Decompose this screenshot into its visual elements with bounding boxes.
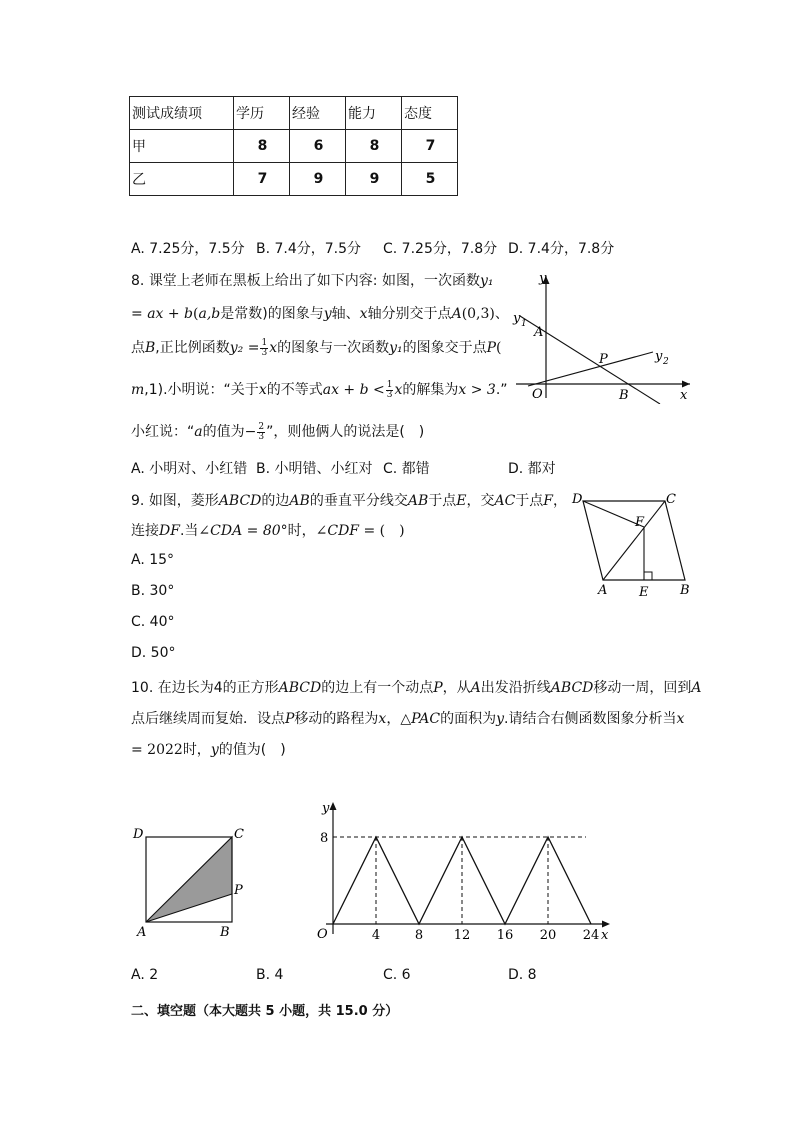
chart-x-tick-label: 16 [496, 928, 514, 943]
q8-line-3 [131, 337, 502, 358]
q10-line-1 [131, 677, 702, 697]
fig8-y1-sub: 1 [521, 319, 527, 329]
table-header-cell: 能力 [346, 97, 402, 130]
fig10-point-a: A [137, 925, 147, 940]
math-ab: a,b [198, 306, 221, 322]
math-y: y [323, 306, 332, 322]
q10-text: 出发沿折线 [480, 680, 551, 696]
q10-text: 时， [182, 742, 211, 758]
q10-text: 移动的路程为 [294, 711, 379, 727]
q10-option-d: D. 8 [508, 967, 537, 983]
table-cell: 7 [402, 130, 458, 163]
q7-option-b: B. 7.4分，7.5分 [256, 241, 362, 257]
q8-option-d: D. 都对 [508, 461, 556, 477]
math-a: A [691, 680, 702, 696]
q9-text: 时， [287, 523, 316, 539]
q8-option-b: B. 小明错、小红对 [256, 461, 373, 477]
fig8-point-p: P [599, 352, 608, 367]
chart-origin-label: O [317, 927, 328, 942]
q10-zigzag-chart [308, 796, 618, 946]
chart-x-label: x [601, 928, 609, 943]
math-x: x [394, 382, 403, 398]
table-cell: 6 [290, 130, 346, 163]
chart-x-tick-label: 8 [414, 928, 424, 943]
q10-text: ，△ [386, 711, 412, 727]
chart-y-axis-arrow-icon [330, 802, 337, 810]
q9-option-d: D. 50° [131, 645, 176, 661]
fig8-y2-label: y [655, 349, 663, 364]
table-header-row [130, 97, 458, 130]
q8-text: 小红说：“ [131, 424, 195, 440]
q9-text: 如图，菱形 [148, 493, 219, 509]
q7-option-c: C. 7.25分，7.8分 [383, 241, 498, 257]
table-row [130, 130, 458, 163]
fig9-point-f: F [635, 515, 645, 530]
fraction-two-thirds [257, 423, 265, 442]
fig8-y2-sub: 2 [663, 357, 669, 367]
math-y1: y₁ [389, 340, 403, 356]
math-p: P [433, 680, 443, 696]
q9-text: ， [553, 493, 568, 509]
math-p: P [486, 340, 497, 356]
math-abcd: ABCD [218, 493, 262, 509]
q8-number: 8. [131, 273, 145, 289]
math-p: P [285, 711, 295, 727]
x-axis-arrow-icon [682, 381, 690, 388]
table-row-label: 甲 [130, 130, 234, 163]
chart-y-label: y [322, 801, 330, 816]
fig8-origin-label: O [532, 387, 543, 402]
fig10-point-p: P [234, 883, 243, 898]
table-cell: 8 [346, 130, 402, 163]
q10-square-figure [128, 822, 253, 942]
math-value: = 2022 [131, 742, 183, 758]
q9-figure [565, 488, 697, 600]
table-cell: 9 [290, 163, 346, 196]
q8-line-2 [131, 303, 509, 323]
q8-text: 是常数)的图象与 [220, 306, 324, 322]
math-b: B [145, 340, 156, 356]
q8-option-a: A. 小明对、小红错 [131, 461, 248, 477]
q10-option-b: B. 4 [256, 967, 284, 983]
fig9-point-b: B [680, 583, 690, 598]
frac-num: 1 [386, 379, 393, 390]
q10-text: 的值为( ) [218, 742, 286, 758]
q10-text: 移动一周，回到 [593, 680, 692, 696]
fig8-point-a: A [534, 325, 544, 340]
math-ab: AB [407, 493, 429, 509]
q9-option-b: B. 30° [131, 583, 175, 599]
math-angle-cda: ∠CDA = 80° [198, 523, 288, 539]
math-solution: x > 3 [458, 382, 496, 398]
fig8-y1-label: y [513, 311, 521, 326]
q8-text: 课堂上老师在黑板上给出了如下内容: 如图，一次函数 [148, 273, 480, 289]
table-row [130, 163, 458, 196]
chart-x-tick-label: 4 [371, 928, 381, 943]
q8-text: ”，则他俩人的说法是( ) [266, 424, 425, 440]
fraction-one-third [386, 381, 394, 400]
q8-text: 轴、 [331, 306, 360, 322]
q8-line-5 [131, 421, 424, 442]
q9-text: = ( ) [359, 523, 405, 539]
q10-text: .请结合右侧函数图象分析当 [504, 711, 677, 727]
math-ineq: ax + b < [322, 382, 385, 398]
math-y1: y₁ [479, 273, 494, 289]
fig9-point-a: A [598, 583, 608, 598]
q8-text: 的解集为 [402, 382, 459, 398]
math-eq: = [131, 306, 148, 322]
q7-option-d: D. 7.4分，7.8分 [508, 241, 615, 257]
chart-x-axis-arrow-icon [602, 921, 610, 928]
math-coord: (0,3)、 [461, 306, 509, 322]
chart-x-tick-label: 12 [453, 928, 471, 943]
fig10-point-c: C [234, 827, 244, 842]
fig9-point-e: E [639, 585, 649, 600]
frac-num: 2 [258, 421, 265, 432]
fig9-point-c: C [666, 492, 676, 507]
math-paren: ( [193, 306, 199, 322]
fig9-point-d: D [572, 492, 583, 507]
math-y: y [496, 711, 504, 727]
chart-x-tick-label: 24 [582, 928, 600, 943]
math-f: F [543, 493, 554, 509]
frac-den: 3 [261, 347, 268, 358]
q7-option-a: A. 7.25分，7.5分 [131, 241, 245, 257]
q10-text: 的边上有一个动点 [321, 680, 434, 696]
math-a: a [194, 424, 203, 440]
fig8-point-b: B [619, 388, 629, 403]
q10-option-c: C. 6 [383, 967, 411, 983]
q8-text: 轴分别交于点 [367, 306, 452, 322]
q8-option-c: C. 都错 [383, 461, 430, 477]
q8-line-4 [131, 379, 508, 400]
q10-text: 在边长为4的正方形 [157, 680, 279, 696]
q9-text: ，交 [466, 493, 495, 509]
q9-line-1 [131, 490, 567, 510]
frac-den: 3 [386, 389, 393, 400]
math-y: y [210, 742, 219, 758]
q10-text: ，从 [442, 680, 471, 696]
score-table [129, 96, 458, 196]
q10-line-2 [131, 708, 684, 728]
q8-figure [508, 268, 698, 404]
math-ac: AC [494, 493, 516, 509]
math-y2: y₂ = [229, 340, 260, 356]
table-row-label: 乙 [130, 163, 234, 196]
q8-text: ,1).小明说：“关于 [144, 382, 259, 398]
q10-text: 的面积为 [440, 711, 497, 727]
math-x: x [258, 382, 267, 398]
q10-line-3 [131, 739, 286, 759]
table-cell: 9 [346, 163, 402, 196]
q9-text: 的边 [261, 493, 290, 509]
math-angle-cdf: ∠CDF [315, 523, 360, 539]
q9-text: 的垂直平分线交 [309, 493, 408, 509]
math-abcd: ABCD [550, 680, 594, 696]
q9-option-a: A. 15° [131, 552, 175, 568]
chart-y-tick-label: 8 [320, 831, 329, 846]
math-df: DF [159, 523, 180, 539]
math-e: E [456, 493, 467, 509]
math-x: x [359, 306, 368, 322]
right-angle-mark [644, 572, 652, 580]
math-pac: PAC [411, 711, 441, 727]
table-header-cell: 经验 [290, 97, 346, 130]
math-a: A [470, 680, 481, 696]
math-a: A [451, 306, 462, 322]
math-paren: ( [496, 340, 502, 356]
fig8-x-label: x [680, 388, 688, 403]
q8-text: 的不等式 [266, 382, 323, 398]
q9-text: 连接 [131, 523, 159, 539]
section-heading: 二、填空题（本大题共 5 小题，共 15.0 分） [131, 1004, 399, 1019]
frac-num: 1 [261, 337, 268, 348]
table-cell: 8 [234, 130, 290, 163]
table-cell: 5 [402, 163, 458, 196]
q8-text: 的图象与一次函数 [277, 340, 390, 356]
diagonal-ac [603, 501, 665, 580]
math-expr: ax + b [147, 306, 194, 322]
q8-line-1 [131, 270, 494, 290]
q8-text: .” [495, 382, 508, 398]
math-x: x [676, 711, 685, 727]
q10-number: 10. [131, 680, 154, 696]
q8-text: 的图象交于点 [402, 340, 487, 356]
q9-text: 于点 [428, 493, 457, 509]
q9-number: 9. [131, 493, 145, 509]
math-x: x [378, 711, 387, 727]
q8-text: ,正比例函数 [155, 340, 230, 356]
frac-den: 3 [258, 431, 265, 442]
fig10-point-b: B [220, 925, 230, 940]
math-minus: − [244, 424, 257, 440]
math-ab: AB [289, 493, 310, 509]
fraction-one-third [260, 339, 268, 358]
q9-option-c: C. 40° [131, 614, 175, 630]
q9-text: 于点 [515, 493, 544, 509]
chart-x-tick-label: 20 [539, 928, 557, 943]
line-y2 [528, 352, 653, 386]
q9-line-2 [131, 520, 405, 540]
q10-text: 点后继续周而复始．设点 [131, 711, 285, 727]
q9-text: .当 [179, 523, 199, 539]
q8-text: 的值为 [202, 424, 245, 440]
q8-text: 点 [131, 340, 145, 356]
table-header-cell: 测试成绩项 [130, 97, 234, 130]
shaded-triangle-pac [146, 837, 232, 922]
fig10-point-d: D [133, 827, 144, 842]
math-m: m [131, 382, 145, 398]
table-cell: 7 [234, 163, 290, 196]
math-abcd: ABCD [278, 680, 322, 696]
table-header-cell: 学历 [234, 97, 290, 130]
math-x: x [269, 340, 278, 356]
fig8-y-label: y [539, 271, 547, 286]
q10-option-a: A. 2 [131, 967, 159, 983]
table-header-cell: 态度 [402, 97, 458, 130]
